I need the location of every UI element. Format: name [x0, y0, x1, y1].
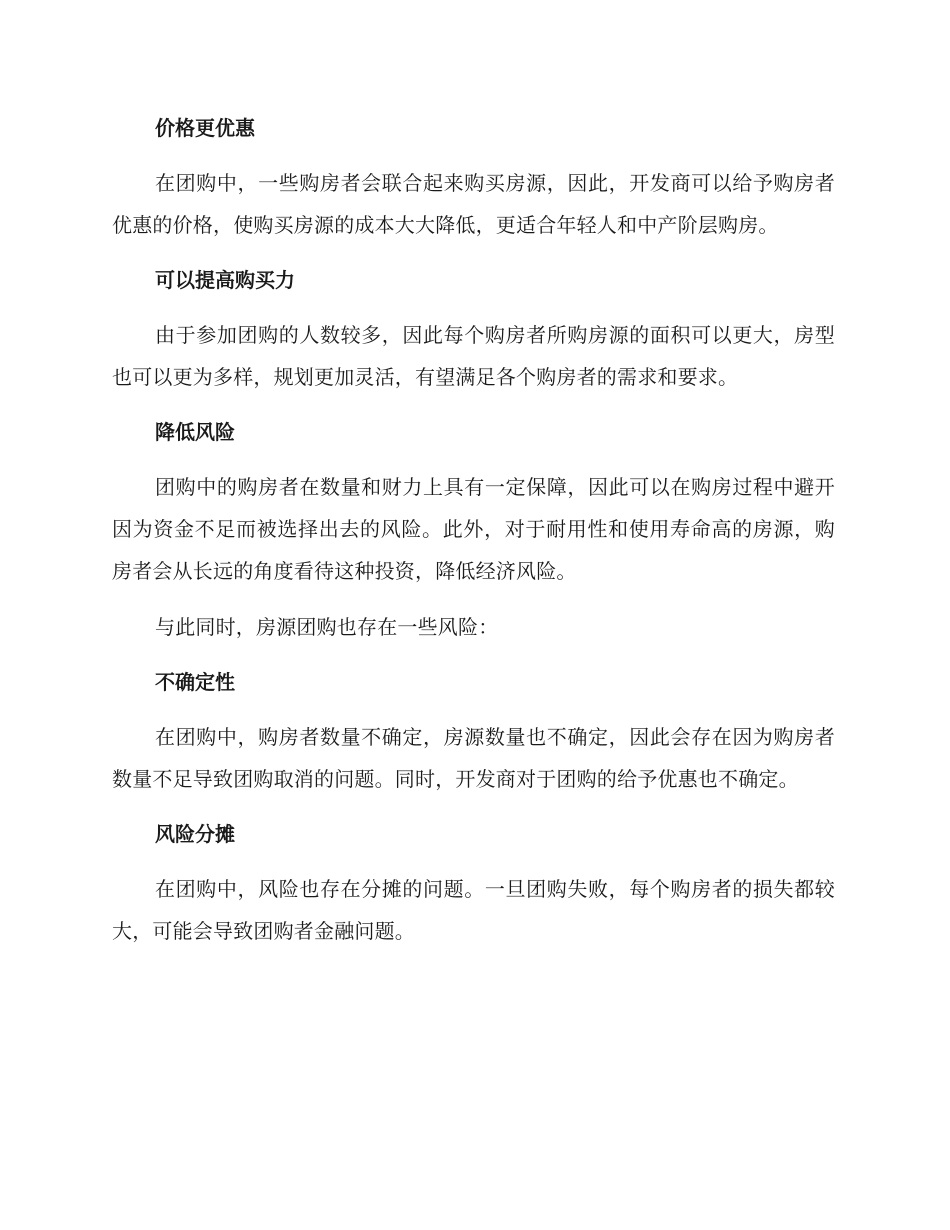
section-heading-price: 价格更优惠: [155, 116, 255, 140]
risk-heading-uncertainty: 不确定性: [155, 670, 235, 694]
section-body-price: 在团购中，一些购房者会联合起来购买房源，因此，开发商可以给予购房者优惠的价格，使购买房源的成本大大降低，更适合年轻人和中产阶层购房。: [112, 171, 835, 237]
risk-heading-risk-sharing: 风险分摊: [155, 822, 235, 846]
section-heading-lower-risk: 降低风险: [155, 420, 235, 444]
section-body-lower-risk: 团购中的购房者在数量和财力上具有一定保障，因此可以在购房过程中避开因为资金不足而被选择出去的风险。此外，对于耐用性和使用寿命高的房源，购房者会从长远的角度看待这种投资，降低经济风险。: [112, 475, 835, 583]
section-heading-purchasing-power: 可以提高购买力: [155, 268, 295, 292]
section-body-purchasing-power: 由于参加团购的人数较多，因此每个购房者所购房源的面积可以更大，房型也可以更为多样，规划更加灵活，有望满足各个购房者的需求和要求。: [112, 323, 835, 389]
transition-paragraph: 与此同时，房源团购也存在一些风险：: [155, 615, 499, 639]
risk-body-risk-sharing: 在团购中，风险也存在分摊的问题。一旦团购失败，每个购房者的损失都较大，可能会导致团购者金融问题。: [112, 877, 835, 943]
risk-body-uncertainty: 在团购中，购房者数量不确定，房源数量也不确定，因此会存在因为购房者数量不足导致团购取消的问题。同时，开发商对于团购的给予优惠也不确定。: [112, 725, 835, 791]
